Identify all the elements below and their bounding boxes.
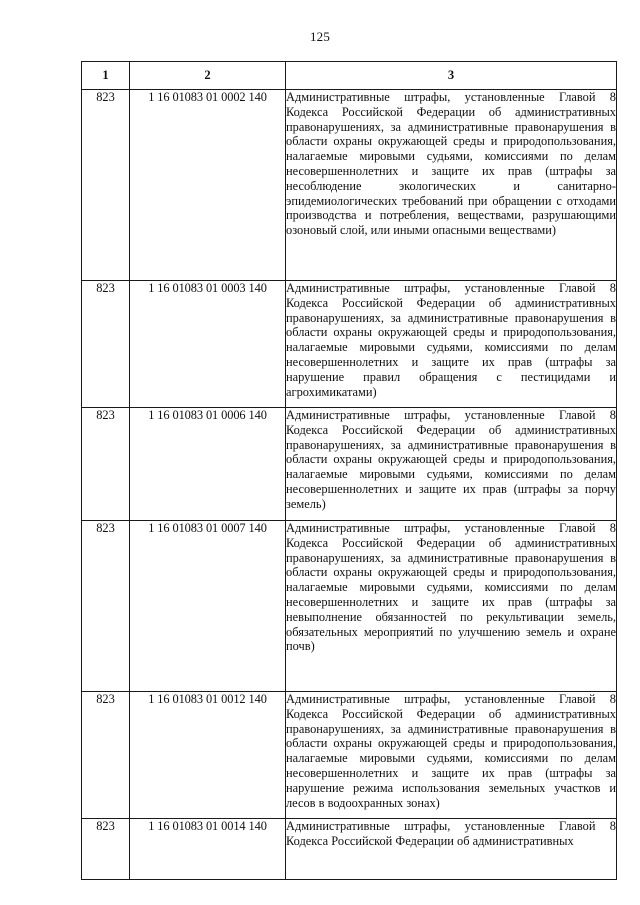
- table-row: [82, 521, 617, 692]
- kbk-cell: 1 16 01083 01 0007 140: [130, 521, 286, 692]
- description-cell: Административные штрафы, установленные Главой 8 Кодекса Российской Федерации об административных правонарушениях, за административные правонарушения в области охраны окружающей среды и природопользования, налагаемые мировыми судьями, комиссиями по делам несовершеннолетних и защите их прав (штрафы за нарушение режима использования земельных участков и лесов в водоохранных зонах): [286, 692, 617, 819]
- column-header-kbk: 2: [130, 62, 286, 90]
- page-number: 125: [309, 29, 331, 44]
- admin-code-cell: 823: [82, 521, 130, 692]
- column-header-admin-code: 1: [82, 62, 130, 90]
- column-header-description: 3: [286, 62, 617, 90]
- admin-code-cell: 823: [82, 90, 130, 281]
- admin-code-cell: 823: [82, 819, 130, 880]
- budget-classification-table: [81, 61, 617, 880]
- kbk-cell: 1 16 01083 01 0012 140: [130, 692, 286, 819]
- table-row: [82, 408, 617, 521]
- description-cell: Административные штрафы, установленные Главой 8 Кодекса Российской Федерации об административных правонарушениях, за административные правонарушения в области охраны окружающей среды и природопользования, налагаемые мировыми судьями, комиссиями по делам несовершеннолетних и защите их прав (штрафы за невыполнение обязанностей по рекультивации земель, обязательных мероприятий по улучшению земель и охране почв): [286, 521, 617, 692]
- kbk-cell: 1 16 01083 01 0002 140: [130, 90, 286, 281]
- kbk-cell: 1 16 01083 01 0006 140: [130, 408, 286, 521]
- table-row: [82, 90, 617, 281]
- kbk-cell: 1 16 01083 01 0014 140: [130, 819, 286, 880]
- description-cell: Административные штрафы, установленные Главой 8 Кодекса Российской Федерации об административных: [286, 819, 617, 880]
- table-row: [82, 281, 617, 408]
- description-cell: Административные штрафы, установленные Главой 8 Кодекса Российской Федерации об административных правонарушениях, за административные правонарушения в области охраны окружающей среды и природопользования, налагаемые мировыми судьями, комиссиями по делам несовершеннолетних и защите их прав (штрафы за порчу земель): [286, 408, 617, 521]
- kbk-cell: 1 16 01083 01 0003 140: [130, 281, 286, 408]
- table-header-row: [82, 62, 617, 90]
- admin-code-cell: 823: [82, 692, 130, 819]
- admin-code-cell: 823: [82, 281, 130, 408]
- admin-code-cell: 823: [82, 408, 130, 521]
- description-cell: Административные штрафы, установленные Главой 8 Кодекса Российской Федерации об административных правонарушениях, за административные правонарушения в области охраны окружающей среды и природопользования, налагаемые мировыми судьями, комиссиями по делам несовершеннолетних и защите их прав (штрафы за несоблюдение экологических и санитарно-эпидемиологических требований при обращении с отходами производства и потребления, веществами, разрушающими озоновый слой, или иными опасными веществами): [286, 90, 617, 281]
- description-cell: Административные штрафы, установленные Главой 8 Кодекса Российской Федерации об административных правонарушениях, за административные правонарушения в области охраны окружающей среды и природопользования, налагаемые мировыми судьями, комиссиями по делам несовершеннолетних и защите их прав (штрафы за нарушение правил обращения с пестицидами и агрохимикатами): [286, 281, 617, 408]
- table-row: [82, 819, 617, 880]
- table-row: [82, 692, 617, 819]
